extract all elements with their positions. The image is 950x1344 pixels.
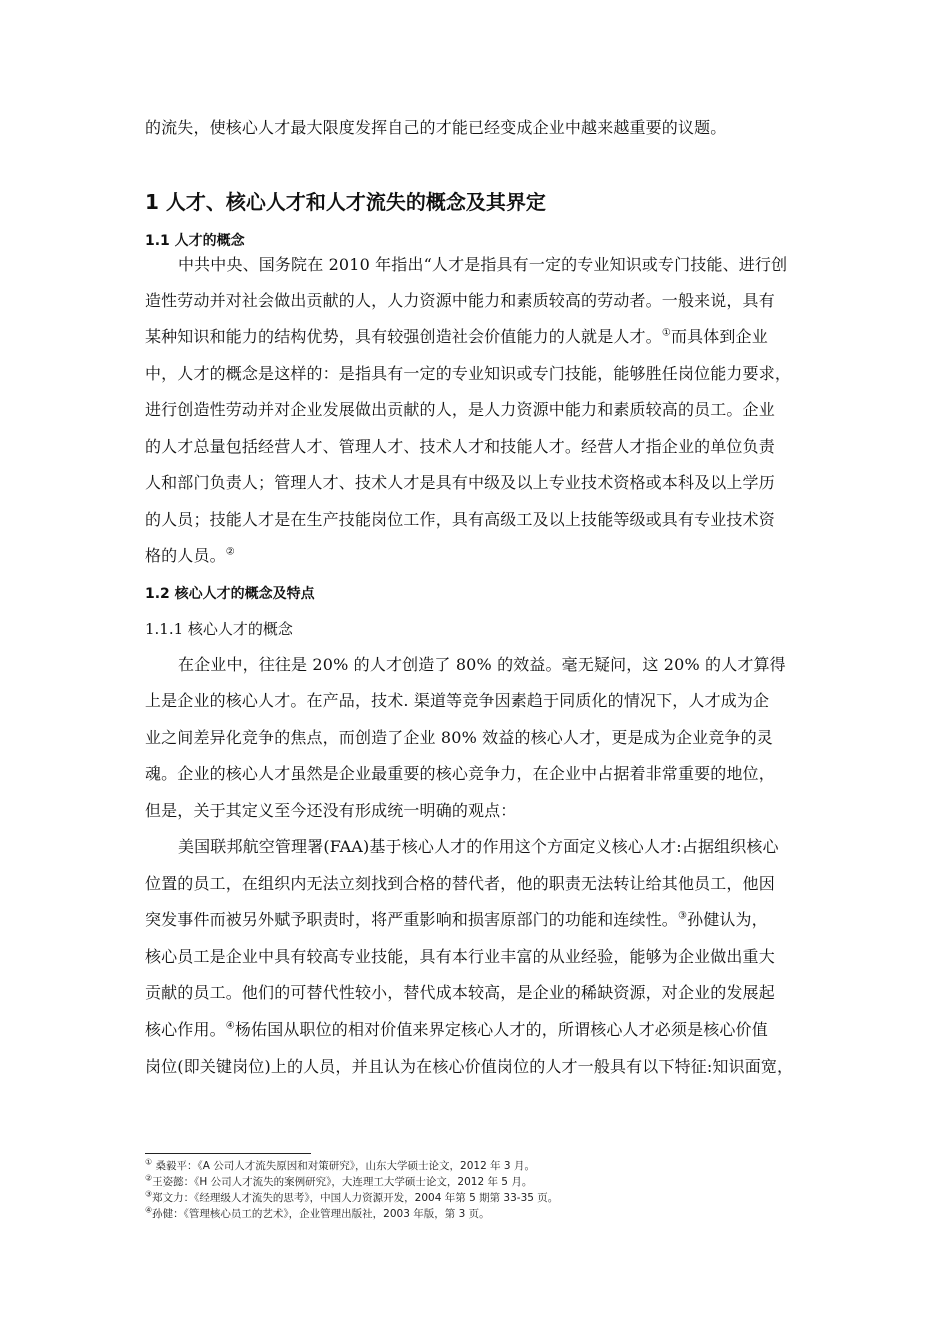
section-heading-1-1: 1.1 人才的概念 [145, 233, 245, 249]
paragraph-line: 但是，关于其定义至今还没有形成统一明确的观点： [145, 801, 517, 820]
paragraph-line: 的流失，使核心人才最大限度发挥自己的才能已经变成企业中越来越重要的议题。 [145, 118, 727, 137]
paragraph-line: 人和部门负责人；管理人才、技术人才是具有中级及以上专业技术资格或本科及以上学历 [145, 473, 775, 492]
paragraph-line: 中，人才的概念是这样的：是指具有一定的专业知识或专门技能，能够胜任岗位能力要求， [145, 364, 792, 383]
paragraph-line: 在企业中，往往是 20% 的人才创造了 80% 的效益。毫无疑问，这 20% 的人才算得 [178, 655, 786, 674]
footnote: ③郑文力：《经理级人才流失的思考》，中国人力资源开发，2004 年第 5 期第 33-35 页。 [145, 1189, 559, 1204]
footnote: ②王姿懿：《H 公司人才流失的案例研究》，大连理工大学硕士论文，2012 年 5 月。 [145, 1173, 533, 1188]
section-heading-1-1-1: 1.1.1 核心人才的概念 [145, 620, 293, 638]
footnote-ref-3: ③ [677, 910, 688, 922]
paragraph-line: 魂。企业的核心人才虽然是企业最重要的核心竞争力，在企业中占据着非常重要的地位， [145, 764, 775, 783]
footnote-ref-4: ④ [225, 1020, 235, 1032]
paragraph-line: 位置的员工，在组织内无法立刻找到合格的替代者，他的职责无法转让给其他员工，他因 [145, 874, 775, 893]
paragraph-line: 美国联邦航空管理署(FAA)基于核心人才的作用这个方面定义核心人才:占据组织核心 [178, 837, 779, 856]
paragraph-line: 格的人员。② [145, 546, 235, 565]
paragraph-line: 进行创造性劳动并对企业发展做出贡献的人，是人力资源中能力和素质较高的员工。企业 [145, 400, 775, 419]
paragraph-line: 的人才总量包括经营人才、管理人才、技术人才和技能人才。经营人才指企业的单位负责 [145, 437, 775, 456]
paragraph-line: 核心员工是企业中具有较高专业技能，具有本行业丰富的从业经验，能够为企业做出重大 [145, 947, 775, 966]
paragraph-line: 造性劳动并对社会做出贡献的人，人力资源中能力和素质较高的劳动者。一般来说，具有 [145, 291, 775, 310]
paragraph-line: 中共中央、国务院在 2010 年指出“人才是指具有一定的专业知识或专门技能、进行创 [178, 255, 788, 274]
footnote-ref-2: ② [225, 546, 235, 558]
footnote: ① 桑毅平：《A 公司人才流失原因和对策研究》，山东大学硕士论文，2012 年 3 月。 [145, 1157, 535, 1172]
section-heading-1: 1 人才、核心人才和人才流失的概念及其界定 [145, 190, 546, 214]
paragraph-line: 某种知识和能力的结构优势，具有较强创造社会价值能力的人就是人才。①而具体到企业 [145, 327, 768, 346]
footnote: ④孙健：《管理核心员工的艺术》，企业管理出版社，2003 年版，第 3 页。 [145, 1205, 490, 1220]
paragraph-line: 岗位(即关键岗位)上的人员，并且认为在核心价值岗位的人才一般具有以下特征:知识面宽， [145, 1057, 794, 1076]
paragraph-line: 的人员；技能人才是在生产技能岗位工作，具有高级工及以上技能等级或具有专业技术资 [145, 510, 775, 529]
paragraph-line: 突发事件而被另外赋予职责时，将严重影响和损害原部门的功能和连续性。③孙健认为， [145, 910, 768, 929]
paragraph-line: 核心作用。④杨佑国从职位的相对价值来界定核心人才的，所谓核心人才必须是核心价值 [145, 1020, 768, 1039]
paragraph-line: 上是企业的核心人才。在产品，技术. 渠道等竞争因素趋于同质化的情况下，人才成为企 [145, 691, 770, 710]
footnote-separator [145, 1153, 311, 1154]
footnote-ref-1: ① [661, 327, 671, 339]
section-heading-1-2: 1.2 核心人才的概念及特点 [145, 586, 315, 602]
paragraph-line: 贡献的员工。他们的可替代性较小，替代成本较高，是企业的稀缺资源，对企业的发展起 [145, 983, 775, 1002]
paragraph-line: 业之间差异化竞争的焦点，而创造了企业 80% 效益的核心人才，更是成为企业竞争的灵 [145, 728, 773, 747]
